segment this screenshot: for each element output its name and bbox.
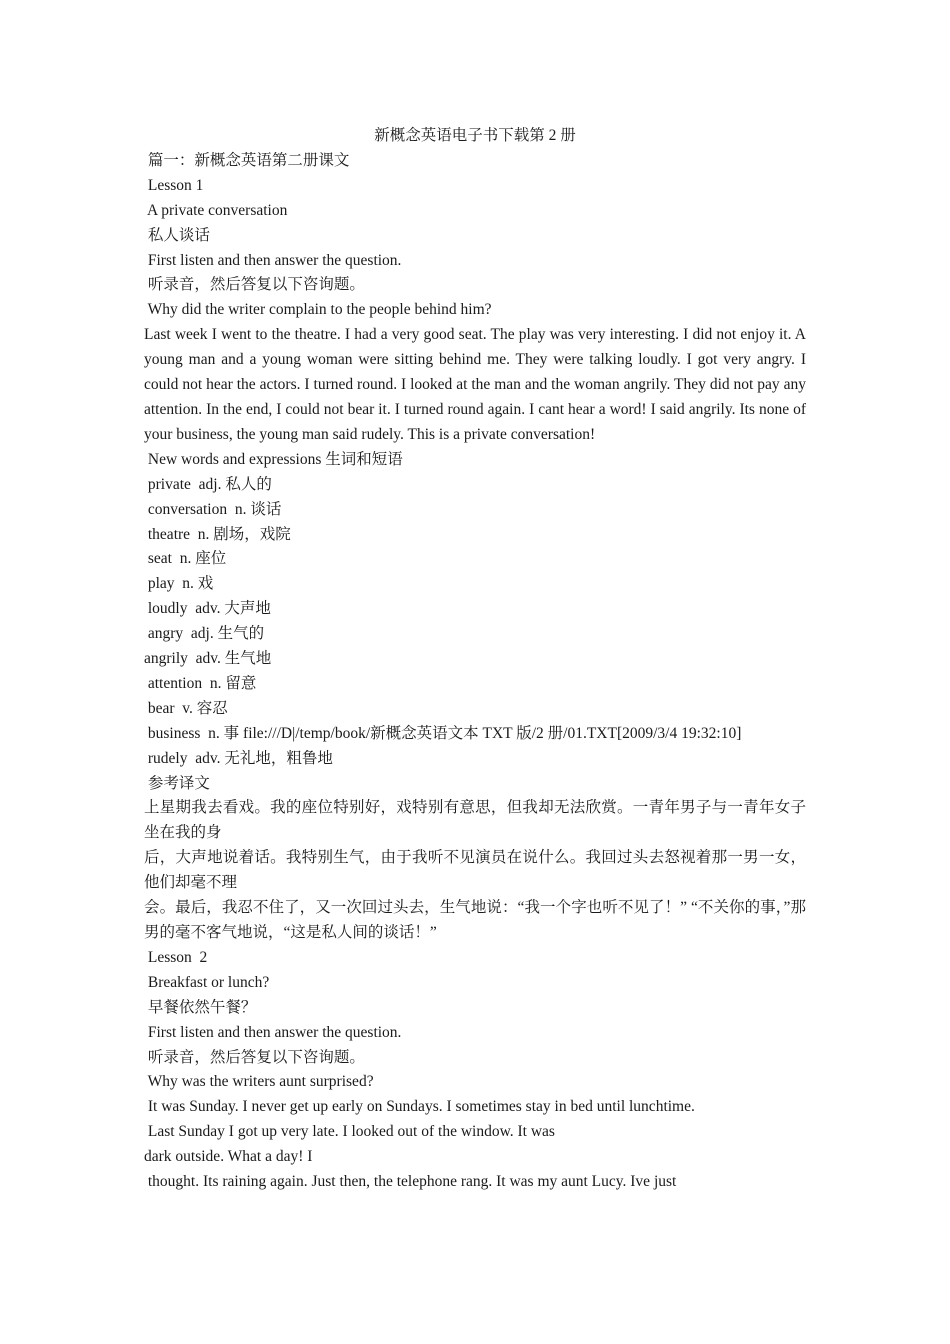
- vocab-item: play n. 戏: [144, 575, 214, 593]
- passage-line: Last Sunday I got up very late. I looked out of the window. It was: [144, 1123, 555, 1141]
- lesson-heading: Lesson 2: [144, 948, 208, 966]
- passage-line: thought. Its raining again. Just then, the telephone rang. It was my aunt Lucy. Ive just: [144, 1173, 677, 1191]
- lesson-title-chinese: 私人谈话: [144, 226, 210, 244]
- passage-line: It was Sunday. I never get up early on Sundays. I sometimes stay in bed until lunchtime.: [144, 1098, 695, 1116]
- instruction-line: First listen and then answer the question.: [144, 251, 402, 269]
- vocab-item: bear v. 容忍: [144, 699, 228, 717]
- lesson-title-chinese: 早餐依然午餐？: [144, 998, 257, 1016]
- vocab-item: loudly adv. 大声地: [144, 600, 271, 618]
- vocab-item: attention n. 留意: [144, 674, 257, 692]
- lesson-title: Breakfast or lunch?: [144, 973, 270, 991]
- vocab-item: angry adj. 生气的: [144, 625, 265, 643]
- vocab-item: theatre n. 剧场，戏院: [144, 525, 291, 543]
- instruction-line: First listen and then answer the question.: [144, 1023, 402, 1041]
- lesson-heading: Lesson 1: [144, 176, 204, 194]
- lesson1-passage: Last week I went to the theatre. I had a very good seat. The play was very interesting. I did not enjoy it. A young man and a young woman were sitting behind me. They were talking loudly. I got very angry. I could not hear the actors. I turned round. I looked at the man and the woman angrily. They did not pay any attention. In the end, I could not bear it. I turned round again. I cant hear a word! I said angrily. Its none of your business, the young man said rudely. This is a private conversation!: [144, 326, 806, 443]
- vocab-item: seat n. 座位: [144, 550, 227, 568]
- question-line: Why did the writer complain to the people behind him?: [144, 301, 492, 319]
- vocab-heading: New words and expressions 生词和短语: [144, 450, 403, 468]
- passage-line: dark outside. What a day! I: [144, 1148, 313, 1166]
- instruction-line-chinese: 听录音，然后答复以下咨询题。: [144, 1048, 365, 1066]
- translation-paragraph: 会。最后，我忍不住了，又一次回过头去，生气地说：“我一个字也听不见了！” “不关你的事，”那男的毫不客气地说，“这是私人间的谈话！”: [144, 899, 806, 941]
- translation-paragraph: 上星期我去看戏。我的座位特别好，戏特别有意思，但我却无法欣赏。一青年男子与一青年女子坐在我的身: [144, 799, 806, 842]
- document-title: 新概念英语电子书下载第 2 册: [374, 127, 576, 144]
- vocab-item: business n. 事 file:///D|/temp/book/新概念英语文本 TXT 版/2 册/01.TXT[2009/3/4 19:32:10]: [144, 724, 742, 742]
- translation-heading: 参考译文: [144, 774, 210, 792]
- vocab-item: conversation n. 谈话: [144, 500, 282, 518]
- document-page: [144, 124, 806, 1195]
- lesson-title: A private conversation: [144, 201, 288, 219]
- vocab-item: private adj. 私人的: [144, 475, 272, 493]
- text-line: 篇一：新概念英语第二册课文: [144, 151, 350, 169]
- instruction-line-chinese: 听录音，然后答复以下咨询题。: [144, 276, 365, 294]
- vocab-item: rudely adv. 无礼地，粗鲁地: [144, 749, 333, 767]
- question-line: Why was the writers aunt surprised?: [144, 1073, 374, 1091]
- translation-paragraph: 后，大声地说着话。我特别生气，由于我听不见演员在说什么。我回过头去怒视着那一男一女，他们却毫不理: [144, 849, 806, 892]
- vocab-item: angrily adv. 生气地: [144, 650, 272, 668]
